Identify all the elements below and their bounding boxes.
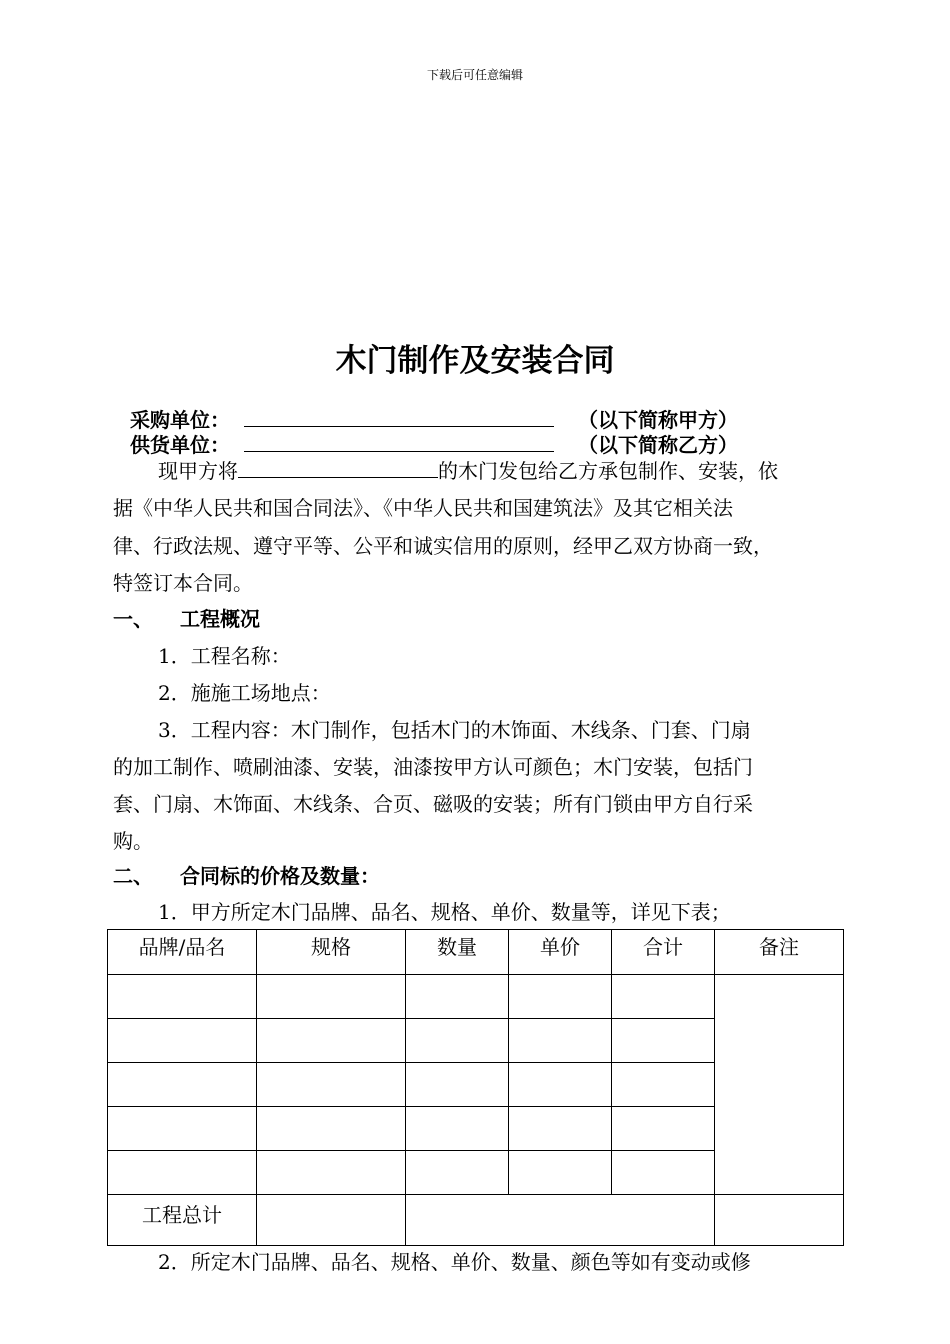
table-cell[interactable]	[406, 975, 509, 1019]
col-header-subtotal: 合计	[612, 930, 715, 975]
table-cell[interactable]	[108, 1107, 257, 1151]
remarks-cell[interactable]	[715, 975, 844, 1195]
section2-item1: 1．甲方所定木门品牌、品名、规格、单价、数量等，详见下表；	[158, 900, 731, 924]
table-cell[interactable]	[257, 1063, 406, 1107]
section2-item2: 2．所定木门品牌、品名、规格、单价、数量、颜色等如有变动或修	[158, 1250, 751, 1274]
table-cell[interactable]	[509, 1151, 612, 1195]
total-label: 工程总计	[108, 1195, 257, 1246]
col-header-spec: 规格	[257, 930, 406, 975]
table-cell[interactable]	[108, 1063, 257, 1107]
table-cell[interactable]	[612, 1107, 715, 1151]
table-cell[interactable]	[612, 975, 715, 1019]
buyer-label: 采购单位：	[130, 408, 230, 432]
table-total-row	[108, 1195, 844, 1246]
col-header-remarks: 备注	[715, 930, 844, 975]
section1-item2: 2．施施工场地点：	[158, 681, 331, 705]
intro-line-3: 律、行政法规、遵守平等、公平和诚实信用的原则，经甲乙双方协商一致，	[113, 534, 773, 558]
table-cell[interactable]	[108, 1151, 257, 1195]
table-cell[interactable]	[406, 1019, 509, 1063]
col-header-unit-price: 单价	[509, 930, 612, 975]
section1-number: 一、	[113, 607, 153, 631]
col-header-brand: 品牌/品名	[108, 930, 257, 975]
total-amount-cell[interactable]	[406, 1195, 715, 1246]
price-table	[107, 929, 844, 1246]
section1-heading: 工程概况	[180, 607, 260, 631]
table-cell[interactable]	[108, 1019, 257, 1063]
table-cell[interactable]	[257, 1151, 406, 1195]
table-cell[interactable]	[509, 975, 612, 1019]
table-cell[interactable]	[509, 1019, 612, 1063]
table-cell[interactable]	[257, 975, 406, 1019]
table-cell[interactable]	[257, 1019, 406, 1063]
table-cell[interactable]	[406, 1063, 509, 1107]
intro-before-blank: 现甲方将	[158, 459, 238, 483]
table-cell[interactable]	[406, 1107, 509, 1151]
table-cell[interactable]	[612, 1151, 715, 1195]
section2-number: 二、	[113, 864, 153, 888]
section1-item3-line1: 3．工程内容：木门制作，包括木门的木饰面、木线条、门套、门扇	[158, 718, 751, 742]
supplier-label: 供货单位：	[130, 433, 230, 457]
section1-item3-line3: 套、门扇、木饰面、木线条、合页、磁吸的安装；所有门锁由甲方自行采	[113, 792, 753, 816]
table-header-row	[108, 930, 844, 975]
header-note: 下载后可任意编辑	[426, 68, 523, 82]
table-cell[interactable]	[108, 975, 257, 1019]
table-cell[interactable]	[509, 1107, 612, 1151]
supplier-note: （以下简称乙方）	[578, 433, 738, 457]
section1-item3-line2: 的加工制作、喷刷油漆、安装，油漆按甲方认可颜色；木门安装，包括门	[113, 755, 753, 779]
section2-heading: 合同标的价格及数量：	[180, 864, 380, 888]
intro-line-4: 特签订本合同。	[113, 571, 253, 595]
table-cell[interactable]	[257, 1107, 406, 1151]
table-cell[interactable]	[612, 1019, 715, 1063]
table-cell[interactable]	[715, 1195, 844, 1246]
intro-after-blank: 的木门发包给乙方承包制作、安装，依	[438, 459, 778, 483]
table-cell[interactable]	[406, 1151, 509, 1195]
page-title: 木门制作及安装合同	[335, 343, 615, 379]
section1-item1: 1．工程名称：	[158, 644, 291, 668]
buyer-note: （以下简称甲方）	[578, 408, 738, 432]
buyer-blank[interactable]	[244, 404, 554, 427]
project-blank[interactable]	[238, 457, 438, 478]
supplier-blank[interactable]	[244, 429, 554, 452]
col-header-qty: 数量	[406, 930, 509, 975]
table-cell[interactable]	[612, 1063, 715, 1107]
table-row	[108, 975, 844, 1019]
table-cell[interactable]	[509, 1063, 612, 1107]
table-cell[interactable]	[257, 1195, 406, 1246]
section1-item3-line4: 购。	[113, 829, 153, 853]
intro-line-1	[158, 455, 778, 484]
intro-line-2: 据《中华人民共和国合同法》、《中华人民共和国建筑法》及其它相关法	[113, 496, 733, 520]
